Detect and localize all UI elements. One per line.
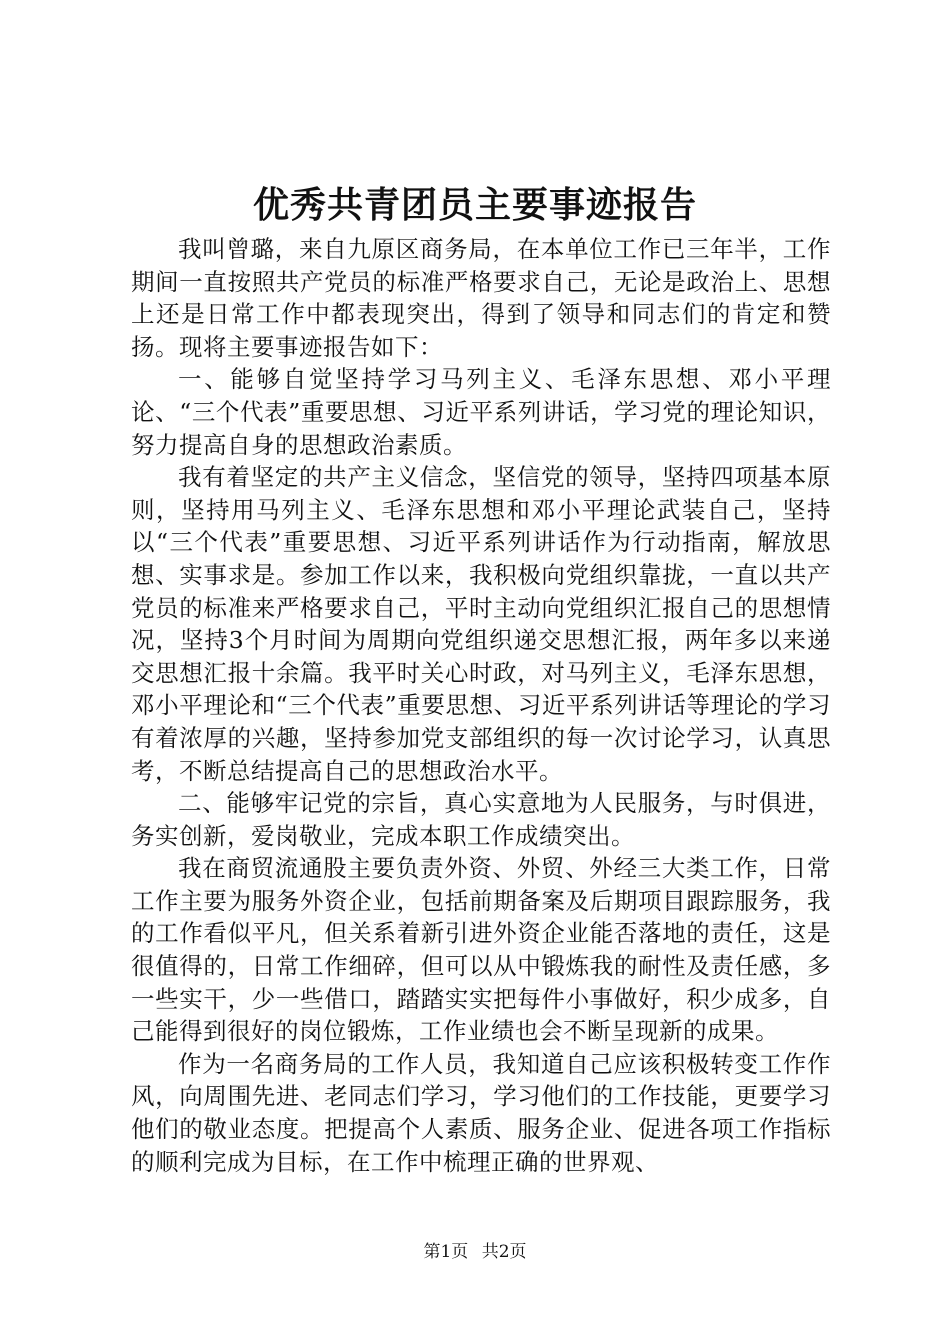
paragraph: 作为一名商务局的工作人员，我知道自己应该积极转变工作作风，向周围先进、老同志们学习，学习他们的工作技能，更要学习他们的敬业态度。把提高个人素质、服务企业、促进各项工作指标的顺利完成为目标，在工作中梳理正确的世界观、 — [131, 1049, 831, 1176]
document-title: 优秀共青团员主要事迹报告 — [252, 184, 697, 226]
paragraph: 我有着坚定的共产主义信念，坚信党的领导，坚持四项基本原则，坚持用马列主义、毛泽东思想和邓小平理论武装自己，坚持以“三个代表”重要思想、习近平系列讲话作为行动指南，解放思想、实事求是。参加工作以来，我积极向党组织靠拢，一直以共产党员的标准来严格要求自己，平时主动向党组织汇报自己的思想情况，坚持3个月时间为周期向党组织递交思想汇报，两年多以来递交思想汇报十余篇。我平时关心时政，对马列主义，毛泽东思想，邓小平理论和“三个代表”重要思想、习近平系列讲话等理论的学习有着浓厚的兴趣，坚持参加党支部组织的每一次讨论学习，认真思考，不断总结提高自己的思想政治水平。 — [131, 463, 831, 785]
page-footer — [0, 1241, 950, 1263]
paragraph: 二、能够牢记党的宗旨，真心实意地为人民服务，与时俱进，务实创新，爱岗敬业，完成本职工作成绩突出。 — [131, 789, 831, 850]
paragraph: 我叫曾璐，来自九原区商务局，在本单位工作已三年半，工作期间一直按照共产党员的标准严格要求自己，无论是政治上、思想上还是日常工作中都表现突出，得到了领导和同志们的肯定和赞扬。现将主要事迹报告如下： — [131, 235, 831, 361]
paragraph: 我在商贸流通股主要负责外资、外贸、外经三大类工作，日常工作主要为服务外资企业，包括前期备案及后期项目跟踪服务，我的工作看似平凡，但关系着新引进外资企业能否落地的责任，这是很值得的，日常工作细碎，但可以从中锻炼我的耐性及责任感，多一些实干，少一些借口，踏踏实实把每件小事做好，积少成多，自己能得到很好的岗位锻炼，工作业绩也会不断呈现新的成果。 — [131, 854, 831, 1046]
page-total: 共2页 — [481, 1242, 527, 1262]
paragraph: 一、能够自觉坚持学习马列主义、毛泽东思想、邓小平理论、“三个代表”重要思想、习近平系列讲话，学习党的理论知识，努力提高自身的思想政治素质。 — [131, 365, 831, 459]
document-body — [131, 233, 831, 1178]
page-number: 第1页 — [423, 1242, 469, 1262]
